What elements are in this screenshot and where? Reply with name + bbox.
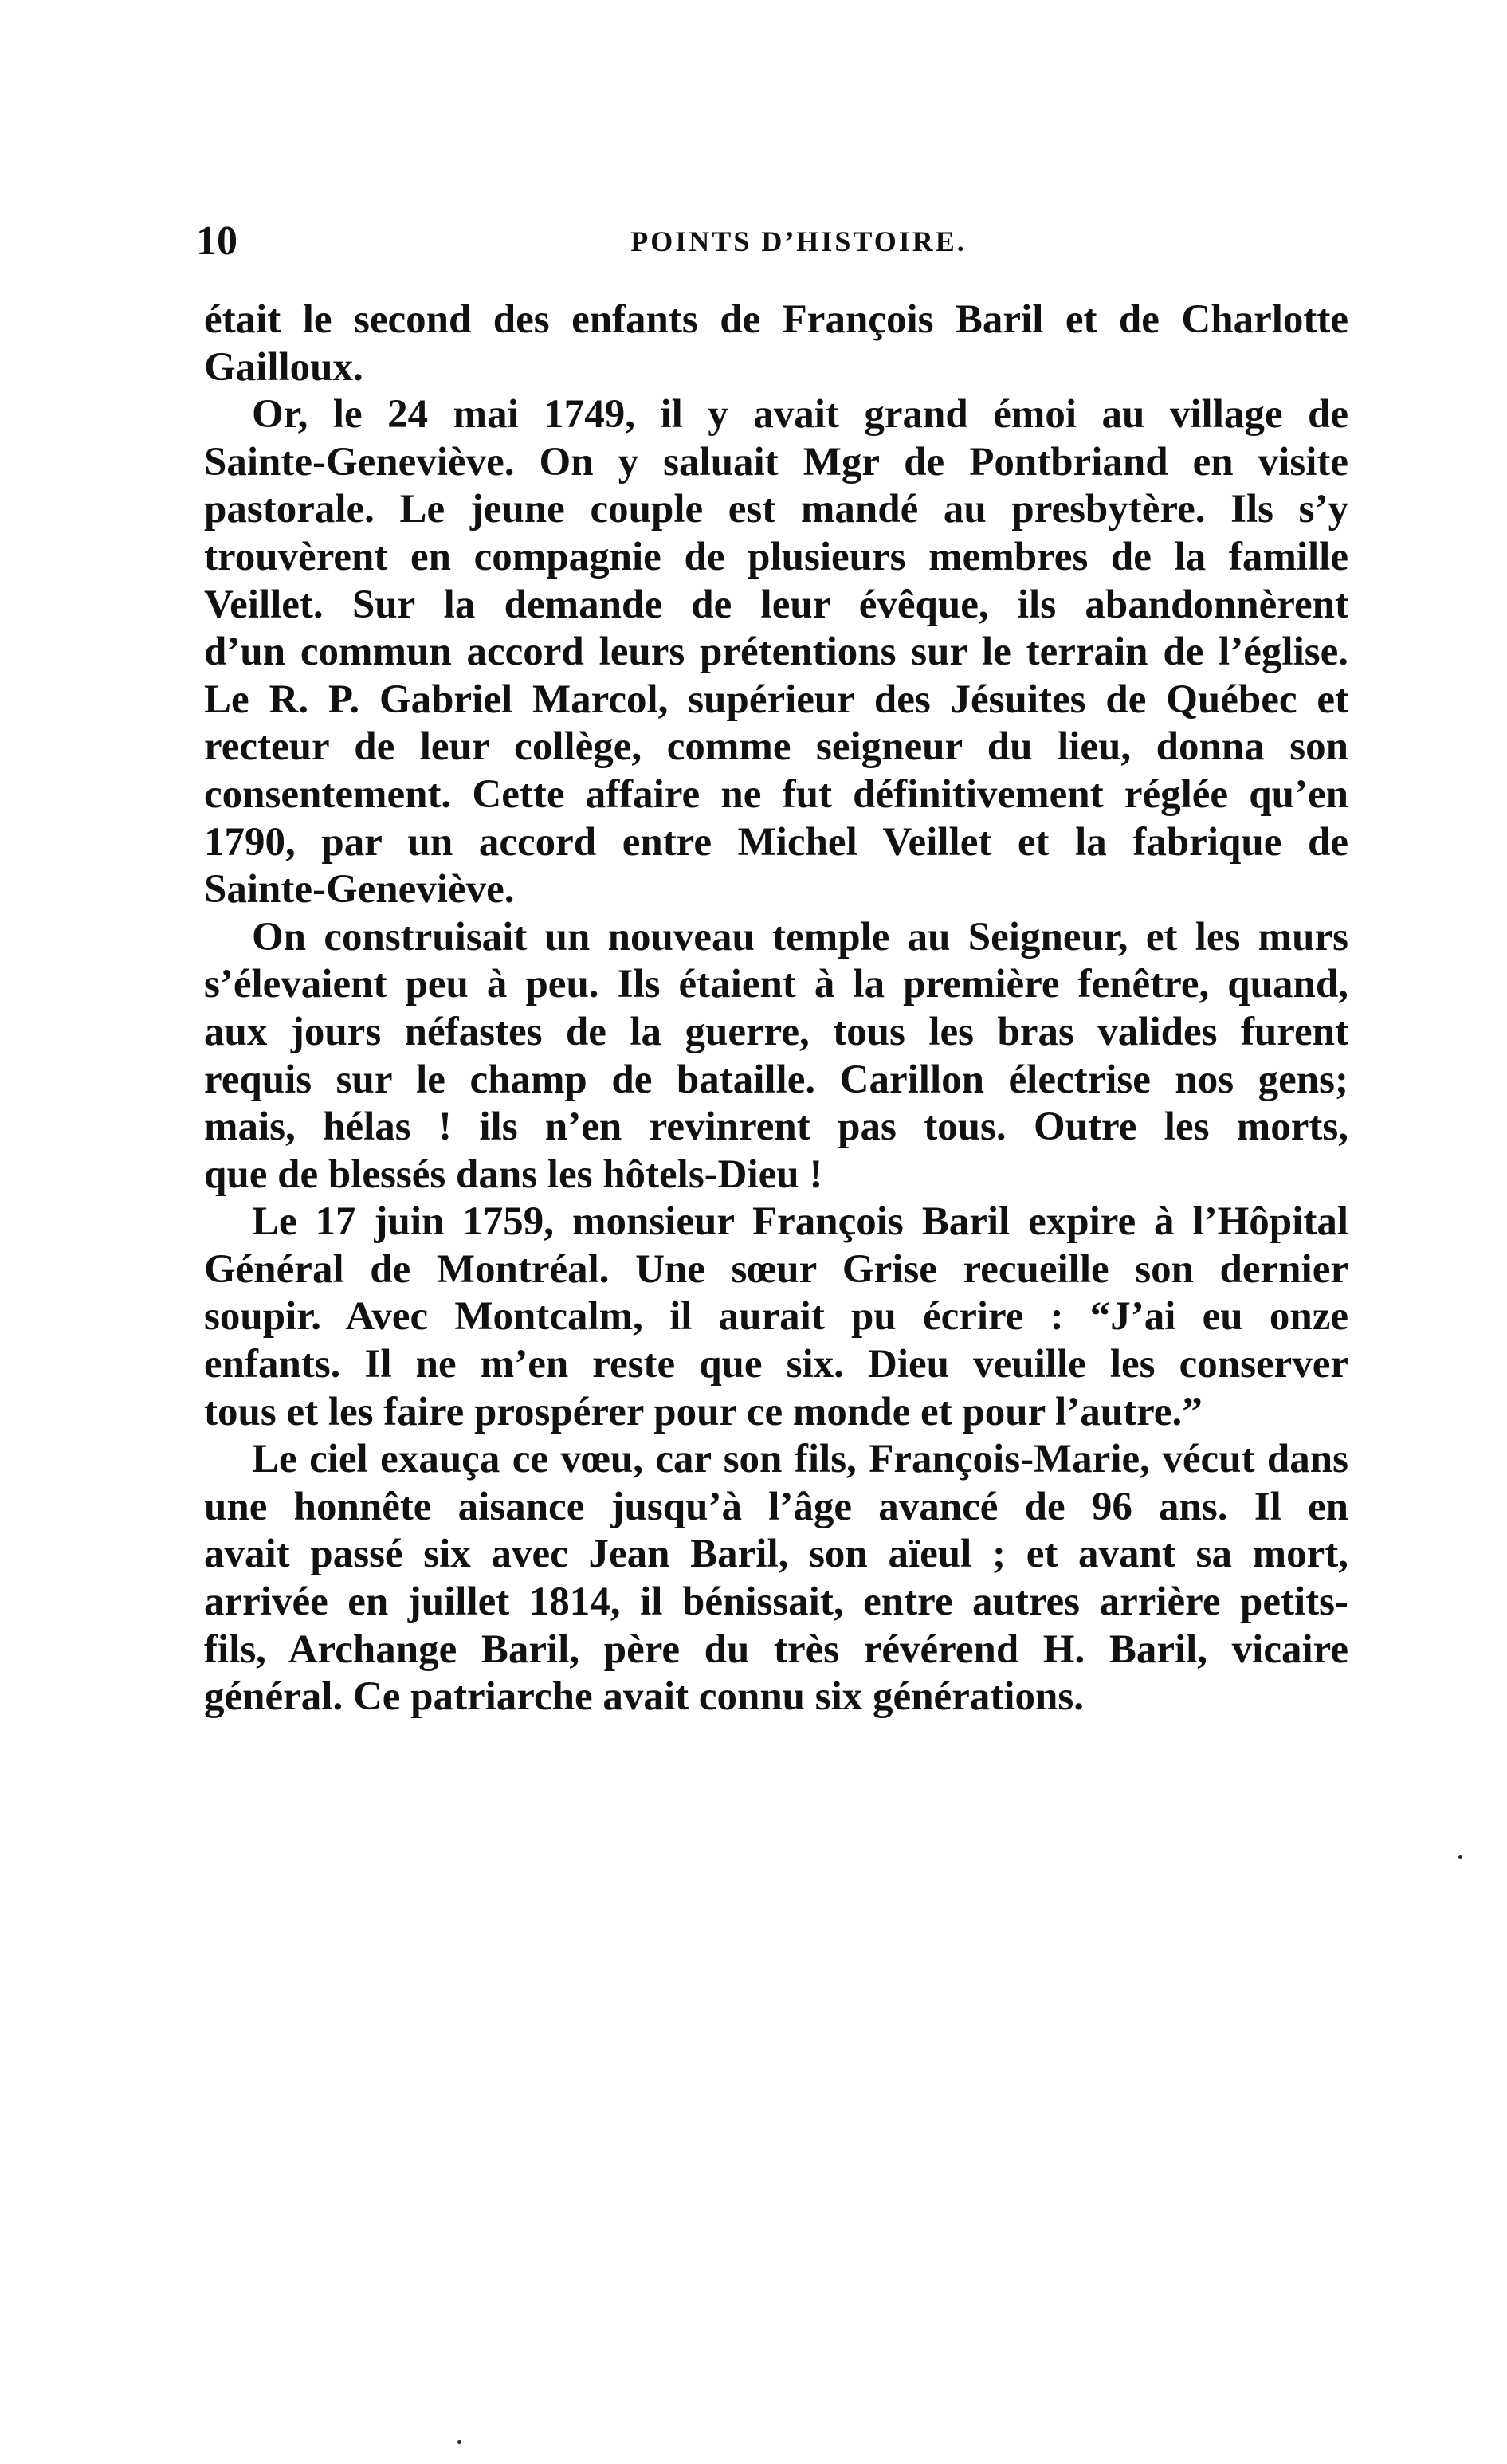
text-line: tous et les faire prospérer pour ce monde et pour l’autre.” xyxy=(204,1389,1203,1434)
text-line: Sainte-Geneviève. On y saluait Mgr de Pontbriand en visite xyxy=(204,439,1348,485)
print-speck xyxy=(457,2440,461,2444)
running-title: POINTS D’HISTOIRE. xyxy=(630,226,967,257)
text-line: que de blessés dans les hôtels-Dieu ! xyxy=(204,1152,823,1197)
text-line: recteur de leur collège, comme seigneur du lieu, donna son xyxy=(204,724,1348,770)
text-line: Gailloux. xyxy=(204,344,363,390)
text-line: Le 17 juin 1759, monsieur François Baril expire à l’Hôpital xyxy=(252,1199,1348,1245)
page-number: 10 xyxy=(196,218,237,264)
text-line: fils, Archange Baril, père du très révérend H. Baril, vicaire xyxy=(204,1626,1348,1672)
text-line: On construisait un nouveau temple au Seigneur, et les murs xyxy=(252,914,1348,959)
text-line: aux jours néfastes de la guerre, tous les bras valides furent xyxy=(204,1009,1348,1054)
text-line: soupir. Avec Montcalm, il aurait pu écrire : “J’ai eu onze xyxy=(204,1294,1348,1340)
text-line: requis sur le champ de bataille. Carillon électrise nos gens; xyxy=(204,1057,1348,1102)
print-speck xyxy=(1458,1855,1462,1859)
text-line: enfants. Il ne m’en reste que six. Dieu veuille les conserver xyxy=(204,1342,1348,1387)
text-line: 1790, par un accord entre Michel Veillet et la fabrique de xyxy=(204,819,1348,865)
text-line: Or, le 24 mai 1749, il y avait grand émoi au village de xyxy=(252,392,1348,437)
text-line: Général de Montréal. Une sœur Grise recueille son dernier xyxy=(204,1246,1348,1292)
text-line: arrivée en juillet 1814, il bénissait, entre autres arrière petits- xyxy=(204,1579,1348,1625)
text-line: était le second des enfants de François Baril et de Charlotte xyxy=(204,297,1348,342)
text-line: pastorale. Le jeune couple est mandé au presbytère. Ils s’y xyxy=(204,487,1348,532)
text-line: Veillet. Sur la demande de leur évêque, ils abandonnèrent xyxy=(204,582,1348,627)
text-line: Sainte-Geneviève. xyxy=(204,867,515,912)
running-head xyxy=(196,214,1329,269)
text-line: d’un commun accord leurs prétentions sur le terrain de l’église. xyxy=(204,630,1348,675)
text-line: général. Ce patriarche avait connu six générations. xyxy=(204,1674,1084,1720)
text-line: consentement. Cette affaire ne fut définitivement réglée qu’en xyxy=(204,771,1348,817)
text-line: Le R. P. Gabriel Marcol, supérieur des Jésuites de Québec et xyxy=(204,677,1348,722)
text-line: s’élevaient peu à peu. Ils étaient à la première fenêtre, quand, xyxy=(204,962,1348,1007)
text-line: avait passé six avec Jean Baril, son aïeul ; et avant sa mort, xyxy=(204,1532,1348,1577)
text-line: Le ciel exauça ce vœu, car son fils, François-Marie, vécut dans xyxy=(252,1437,1348,1482)
text-line: une honnête aisance jusqu’à l’âge avancé de 96 ans. Il en xyxy=(204,1484,1348,1529)
text-line: trouvèrent en compagnie de plusieurs membres de la famille xyxy=(204,534,1348,579)
text-line: mais, hélas ! ils n’en revinrent pas tous. Outre les morts, xyxy=(204,1104,1348,1150)
body-text xyxy=(204,296,1348,1721)
